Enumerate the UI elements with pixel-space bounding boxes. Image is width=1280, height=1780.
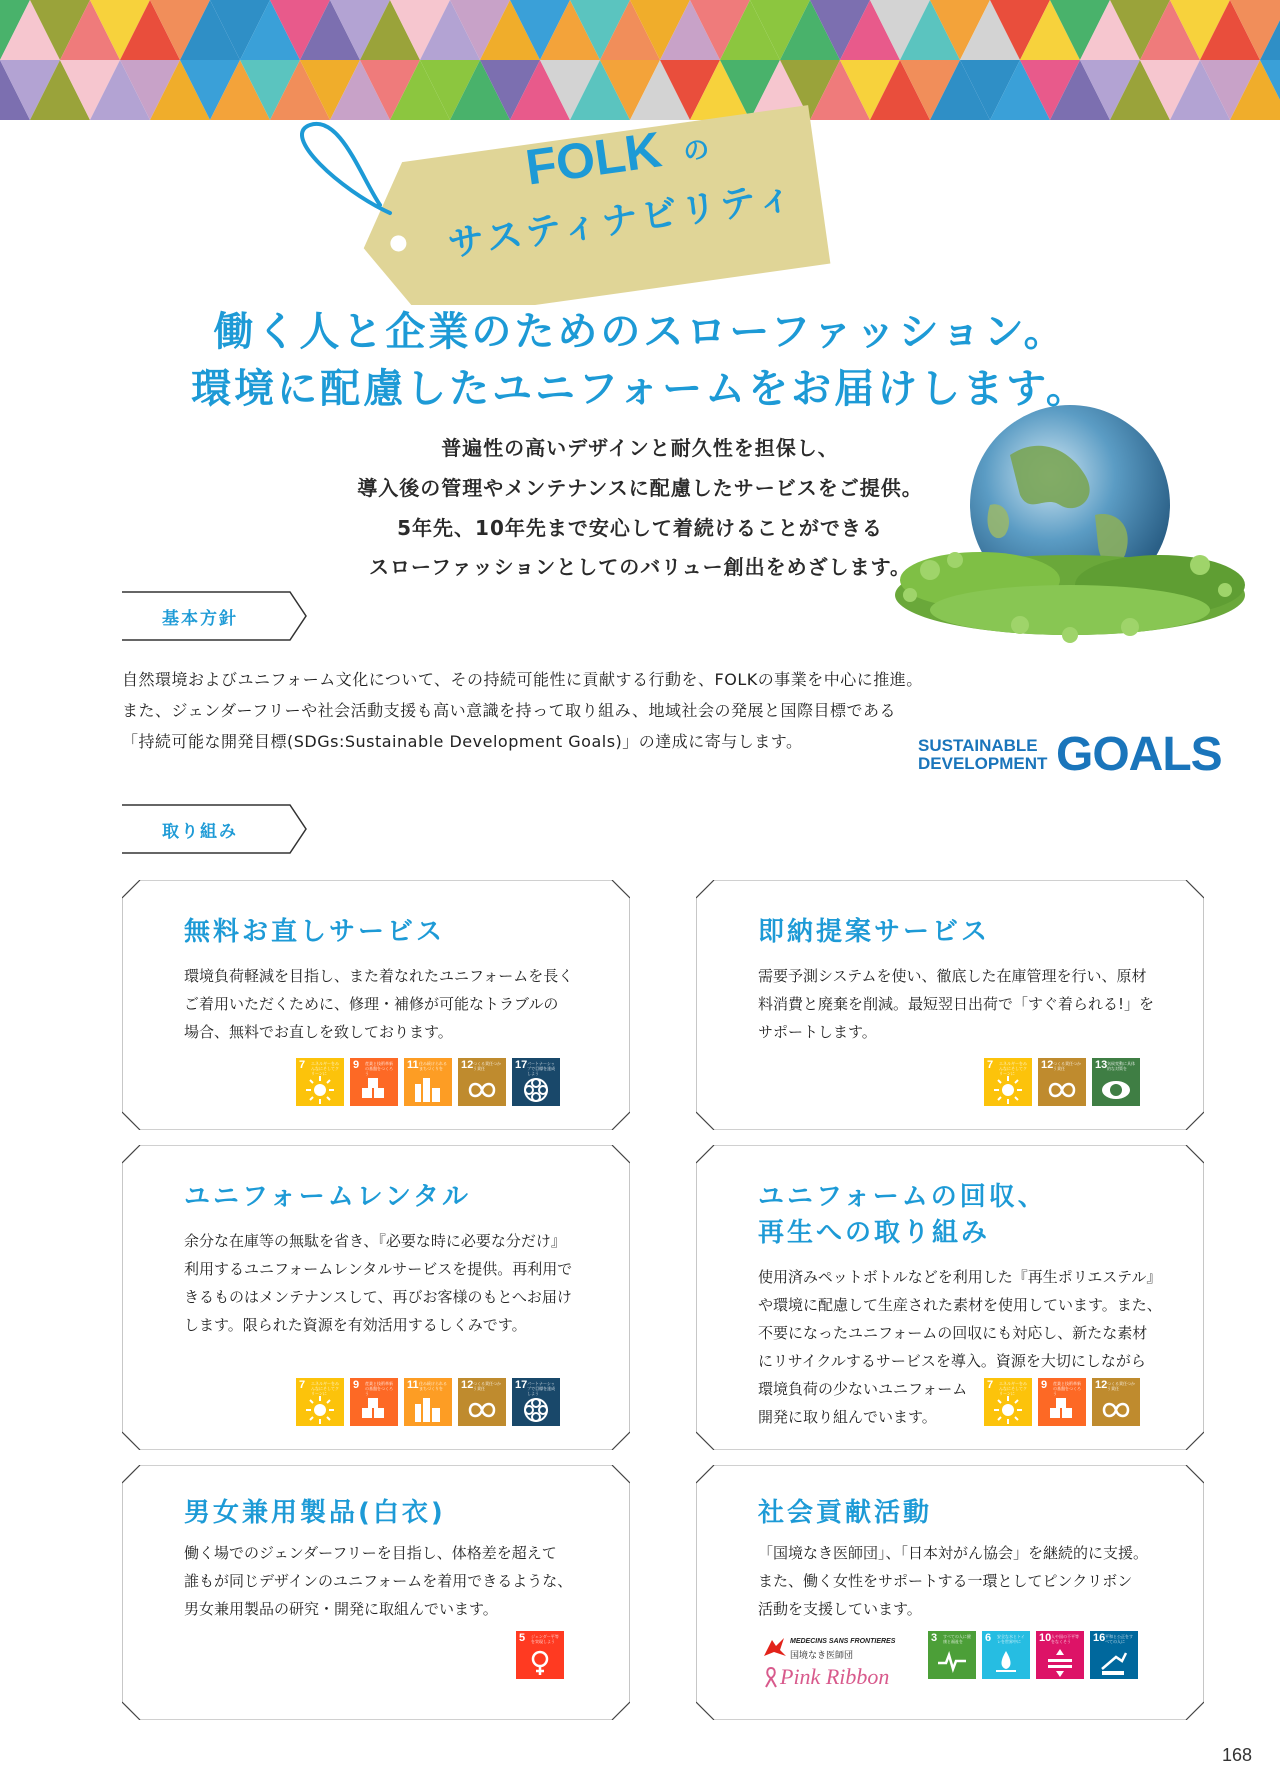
sdg-icons-row	[984, 1058, 1140, 1106]
sdg-goal-number: 7	[299, 1059, 306, 1071]
sdg-goal-title: 安全な水とトイレを世界中に	[997, 1634, 1025, 1644]
body-line: きるものはメンテナンスして、再びお客様のもとへお届け	[184, 1288, 572, 1306]
headline-line-1: 働く人と企業のためのスローファッション。	[213, 309, 1067, 355]
policy-text-line: 「持続可能な開発目標(SDGs:Sustainable Development Goals)」の達成に寄与します。	[122, 732, 803, 751]
sdg-goal-number: 12	[461, 1059, 474, 1071]
sdg-goal-11-icon	[404, 1058, 452, 1106]
section-label-initiatives	[120, 803, 310, 855]
sdgs-logo-line1: SUSTAINABLE	[918, 736, 1038, 755]
sdg-goal-10-icon	[1036, 1631, 1084, 1679]
sdg-goal-9-icon	[350, 1058, 398, 1106]
sdg-goal-9-icon	[1038, 1378, 1086, 1426]
sdgs-logo	[918, 728, 1222, 781]
body-line: 誰もが同じデザインのユニフォームを着用できるような、	[184, 1572, 573, 1590]
body-line: 不要になったユニフォームの回収にも対応し、新たな素材	[758, 1324, 1148, 1342]
sdg-goal-title: 気候変動に具体的な対策を	[1107, 1061, 1135, 1071]
tag-title-no: の	[681, 134, 712, 168]
card-body	[758, 1539, 1148, 1623]
card-title-line: ユニフォームの回収、	[758, 1182, 1047, 1212]
card-uniform-recycling	[696, 1145, 1204, 1450]
hang-tag	[300, 95, 860, 305]
card-title: ユニフォームレンタル	[184, 1182, 472, 1212]
initiatives-label-text: 取り組み	[162, 822, 238, 842]
sdg-icons-row	[928, 1631, 1138, 1679]
policy-text-line: また、ジェンダーフリーや社会活動支援も高い意識を持って取り組み、地域社会の発展と国際目標である	[122, 701, 897, 720]
sdg-goal-number: 17	[515, 1379, 528, 1391]
card-title-line: 再生への取り組み	[758, 1218, 991, 1248]
sdg-icons-row	[984, 1378, 1140, 1426]
sdg-goal-title: ジェンダー平等を実現しよう	[531, 1634, 559, 1644]
sdg-goal-number: 3	[931, 1632, 938, 1644]
sdg-icons-row	[516, 1631, 564, 1679]
sdg-goal-16-icon	[1090, 1631, 1138, 1679]
card-uniform-rental	[122, 1145, 630, 1450]
sdg-goal-17-icon	[512, 1058, 560, 1106]
pink-ribbon-text: Pink Ribbon	[780, 1664, 890, 1689]
body-line: 需要予測システムを使い、徹底した在庫管理を行い、原材	[758, 967, 1147, 985]
sdg-goal-7-icon	[984, 1378, 1032, 1426]
sdg-goal-title: 産業と技術革新の基盤をつくろう	[1053, 1381, 1081, 1396]
sdg-goal-number: 11	[407, 1059, 419, 1071]
card-title: 男女兼用製品(白衣)	[184, 1498, 446, 1528]
sdg-goal-number: 9	[1041, 1379, 1048, 1391]
msf-logo-icon	[762, 1636, 788, 1660]
sdg-goal-12-icon	[458, 1378, 506, 1426]
sdg-goal-title: つくる責任つかう責任	[473, 1061, 501, 1071]
sdg-goal-5-icon	[516, 1631, 564, 1679]
sdg-goal-number: 12	[461, 1379, 474, 1391]
body-line: 利用するユニフォームレンタルサービスを提供。再利用で	[184, 1260, 573, 1278]
msf-name-en: MEDECINS SANS FRONTIERES	[790, 1638, 896, 1645]
intro-line: 普遍性の高いデザインと耐久性を担保し、	[441, 436, 839, 460]
page-number: 168	[1221, 1745, 1252, 1765]
card-body	[758, 962, 1154, 1046]
section-label-policy	[120, 590, 310, 642]
card-body	[184, 962, 573, 1046]
sdg-goal-number: 12	[1041, 1059, 1054, 1071]
card-title	[758, 1179, 1047, 1251]
sdg-goal-title: すべての人に健康と福祉を	[943, 1634, 971, 1644]
sdg-goal-title: 人や国の不平等をなくそう	[1051, 1634, 1079, 1644]
sdg-goal-7-icon	[984, 1058, 1032, 1106]
sdgs-logo-line2: DEVELOPMENT	[918, 754, 1048, 773]
card-title: 即納提案サービス	[758, 917, 991, 947]
sdg-goal-11-icon	[404, 1378, 452, 1426]
body-line: ご着用いただくために、修理・補修が可能なトラブルの	[184, 995, 559, 1013]
sdg-icons-row	[296, 1058, 560, 1106]
sdg-goal-number: 13	[1095, 1059, 1108, 1071]
intro-line: 5年先、10年先まで安心して着続けることができる	[397, 516, 883, 540]
sdg-goal-number: 9	[353, 1379, 360, 1391]
card-quick-delivery	[696, 880, 1204, 1130]
sdg-goal-title: つくる責任つかう責任	[1053, 1061, 1081, 1071]
sdg-goal-number: 7	[987, 1059, 994, 1071]
sdg-goal-title: 産業と技術革新の基盤をつくろう	[365, 1381, 393, 1396]
headline-line-2: 環境に配慮したユニフォームをお届けします。	[191, 366, 1089, 412]
tag-title-folk: FOLK	[522, 121, 665, 196]
sdg-icons-row	[296, 1378, 560, 1426]
msf-name-jp: 国境なき医師団	[790, 1651, 854, 1661]
card-body	[184, 1227, 572, 1339]
intro-line: 導入後の管理やメンテナンスに配慮したサービスをご提供。	[357, 476, 923, 500]
sdg-goal-title: エネルギーをみんなにそしてクリーンに	[999, 1061, 1027, 1076]
sdg-goal-title: つくる責任つかう責任	[1107, 1381, 1135, 1391]
sdg-goal-12-icon	[1038, 1058, 1086, 1106]
body-line: や環境に配慮して生産された素材を使用しています。また、	[758, 1296, 1162, 1314]
card-body	[184, 1539, 572, 1623]
body-line: 開発に取り組んでいます。	[758, 1408, 937, 1426]
sdg-goal-number: 11	[407, 1379, 419, 1391]
body-line: 活動を支援しています。	[758, 1600, 922, 1618]
sdg-goal-title: 産業と技術革新の基盤をつくろう	[365, 1061, 393, 1076]
sdg-goal-7-icon	[296, 1058, 344, 1106]
sdg-goal-12-icon	[458, 1058, 506, 1106]
sdg-goal-3-icon	[928, 1631, 976, 1679]
sdg-goal-number: 7	[987, 1379, 994, 1391]
sdg-goal-17-icon	[512, 1378, 560, 1426]
sdgs-logo-goals: GOALS	[1056, 728, 1222, 781]
sdg-goal-number: 6	[985, 1632, 992, 1644]
sdg-goal-title: パートナーシップで目標を達成しよう	[527, 1061, 556, 1076]
body-line: 働く場でのジェンダーフリーを目指し、体格差を超えて	[184, 1544, 557, 1562]
body-line: また、働く女性をサポートする一環としてピンクリボン	[758, 1572, 1133, 1590]
sdg-goal-7-icon	[296, 1378, 344, 1426]
body-line: サポートします。	[758, 1023, 877, 1041]
sdg-goal-number: 17	[515, 1059, 528, 1071]
intro-line: スローファッションとしてのバリュー創出をめざします。	[369, 555, 911, 579]
sdg-goal-6-icon	[982, 1631, 1030, 1679]
body-line: 環境負荷軽減を目指し、また着なれたユニフォームを長く	[184, 967, 574, 985]
sdg-goal-number: 12	[1095, 1379, 1108, 1391]
body-line: 男女兼用製品の研究・開発に取組んでいます。	[184, 1600, 498, 1618]
card-title: 社会貢献活動	[758, 1498, 933, 1528]
card-unisex-products	[122, 1465, 630, 1720]
pink-ribbon-icon	[764, 1666, 778, 1688]
msf-pink-ribbon-logos	[762, 1634, 902, 1692]
sdg-goal-13-icon	[1092, 1058, 1140, 1106]
sdg-goal-9-icon	[350, 1378, 398, 1426]
policy-label-text: 基本方針	[162, 609, 238, 629]
sdg-goal-title: つくる責任つかう責任	[473, 1381, 501, 1391]
card-title: 無料お直しサービス	[184, 917, 446, 947]
body-line: 場合、無料でお直しを致しております。	[184, 1023, 453, 1041]
policy-text-line: 自然環境およびユニフォーム文化について、その持続可能性に貢献する行動を、FOLKの事業を中心に推進。	[122, 670, 923, 689]
body-line: します。限られた資源を有効活用するしくみです。	[184, 1316, 527, 1334]
sdg-goal-12-icon	[1092, 1378, 1140, 1426]
sdg-goal-title: エネルギーをみんなにそしてクリーンに	[999, 1381, 1027, 1396]
sdg-goal-title: 住み続けられるまちづくりを	[419, 1061, 447, 1071]
sdg-goal-number: 9	[353, 1059, 360, 1071]
sdg-goal-title: エネルギーをみんなにそしてクリーンに	[311, 1381, 339, 1396]
body-line: 料消費と廃棄を削減。最短翌日出荷で「すぐ着られる!」を	[758, 995, 1155, 1013]
body-line: 環境負荷の少ないユニフォーム	[758, 1380, 968, 1398]
tag-subtitle: サスティナビリティ	[445, 175, 800, 266]
body-line: 使用済みペットボトルなどを利用した『再生ポリエステル』	[758, 1268, 1162, 1286]
sdg-goal-title: パートナーシップで目標を達成しよう	[527, 1381, 556, 1396]
sdg-goal-title: エネルギーをみんなにそしてクリーンに	[311, 1061, 339, 1076]
sdg-goal-number: 16	[1093, 1632, 1106, 1644]
body-line: 余分な在庫等の無駄を省き、『必要な時に必要な分だけ』	[184, 1232, 566, 1250]
body-line: にリサイクルするサービスを導入。資源を大切にしながら	[758, 1352, 1146, 1370]
body-line: 「国境なき医師団」、「日本対がん協会」を継続的に支援。	[758, 1544, 1149, 1562]
sdg-goal-number: 7	[299, 1379, 306, 1391]
sdg-goal-title: 平和と公正をすべての人に	[1105, 1634, 1133, 1644]
card-free-repair	[122, 880, 630, 1130]
sdg-goal-title: 住み続けられるまちづくりを	[419, 1381, 447, 1391]
sdg-goal-number: 5	[519, 1632, 526, 1644]
sdg-goal-number: 10	[1039, 1632, 1052, 1644]
